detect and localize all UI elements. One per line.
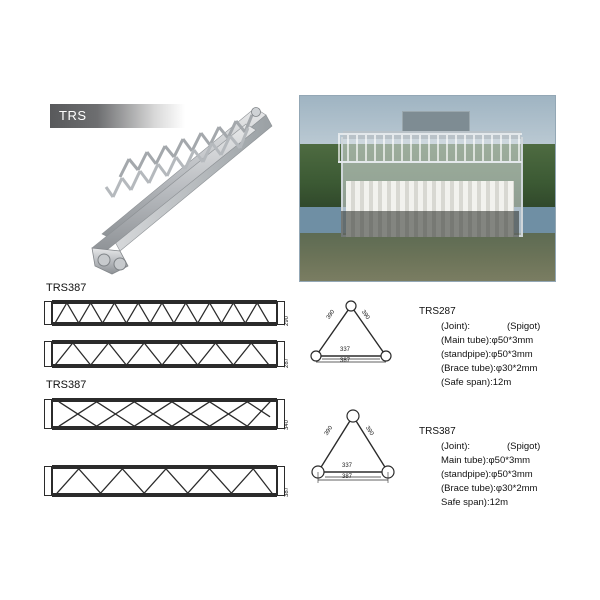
drawing-caption-1: TRS387 [46,282,87,294]
triangular-truss-product-photo [40,88,280,278]
lattice-bracing [53,341,276,367]
truss-top-view-2 [52,465,277,497]
spec-line-main-tube: Main tube):φ50*3mm [441,455,531,466]
spec-block-trs287 [419,305,540,390]
spec-line-safe-span: Safe span):12m [441,497,509,508]
photo-understage-shadow [341,211,520,237]
truss-side-view-2 [52,398,277,430]
dimension-section-inner-2: 337 [342,463,353,469]
trs-brand-label: TRS [50,104,185,128]
dimension-height-1b: 287 [284,357,290,368]
dimension-section-side-1b: 390 [359,309,371,321]
cross-section-diagram-2 [308,408,398,488]
spec-line-joint: (Joint): (Spigot) [441,321,541,332]
dimension-height-2a: 340 [284,419,290,430]
cross-bracing [53,399,276,429]
dimension-section-outer-2: 387 [342,474,353,480]
dimension-section-inner-1: 337 [340,347,351,353]
spec-line-standpipe: (standpipe):φ50*3mm [441,349,533,360]
spec-line-main-tube: (Main tube):φ50*3mm [441,335,534,346]
cross-section-diagram-1 [308,298,394,366]
spec-title: TRS287 [419,306,456,317]
end-plate-left [44,466,52,496]
spec-title: TRS387 [419,426,456,437]
dimension-section-outer-1: 387 [340,358,351,364]
photo-truss-grid [338,133,522,163]
truss-top-view-1 [52,340,277,368]
drawing-caption-2: TRS387 [46,379,87,391]
photo-ground [300,233,555,281]
spec-line-safe-span: (Safe span):12m [441,377,512,388]
spec-line-brace-tube: (Brace tube):φ30*2mm [441,363,538,374]
dimension-height-2b: 387 [284,486,290,497]
spec-block-trs387 [419,425,540,510]
outdoor-stage-truss-installation-photo [299,95,556,282]
dimension-section-side-1: 390 [325,309,337,321]
spec-line-standpipe: (standpipe):φ50*3mm [441,469,533,480]
dimension-height-1a: 290 [284,315,290,326]
dimension-section-side-2: 390 [323,425,335,437]
dimension-section-side-2b: 390 [363,425,375,437]
end-plate-left [44,399,52,429]
truss-side-view-1 [52,300,277,326]
lattice-bracing [53,466,276,496]
lattice-bracing [53,301,276,325]
end-plate-left [44,341,52,367]
spec-line-joint: (Joint): (Spigot) [441,441,541,452]
spec-line-brace-tube: (Brace tube):φ30*2mm [441,483,538,494]
end-plate-left [44,301,52,325]
